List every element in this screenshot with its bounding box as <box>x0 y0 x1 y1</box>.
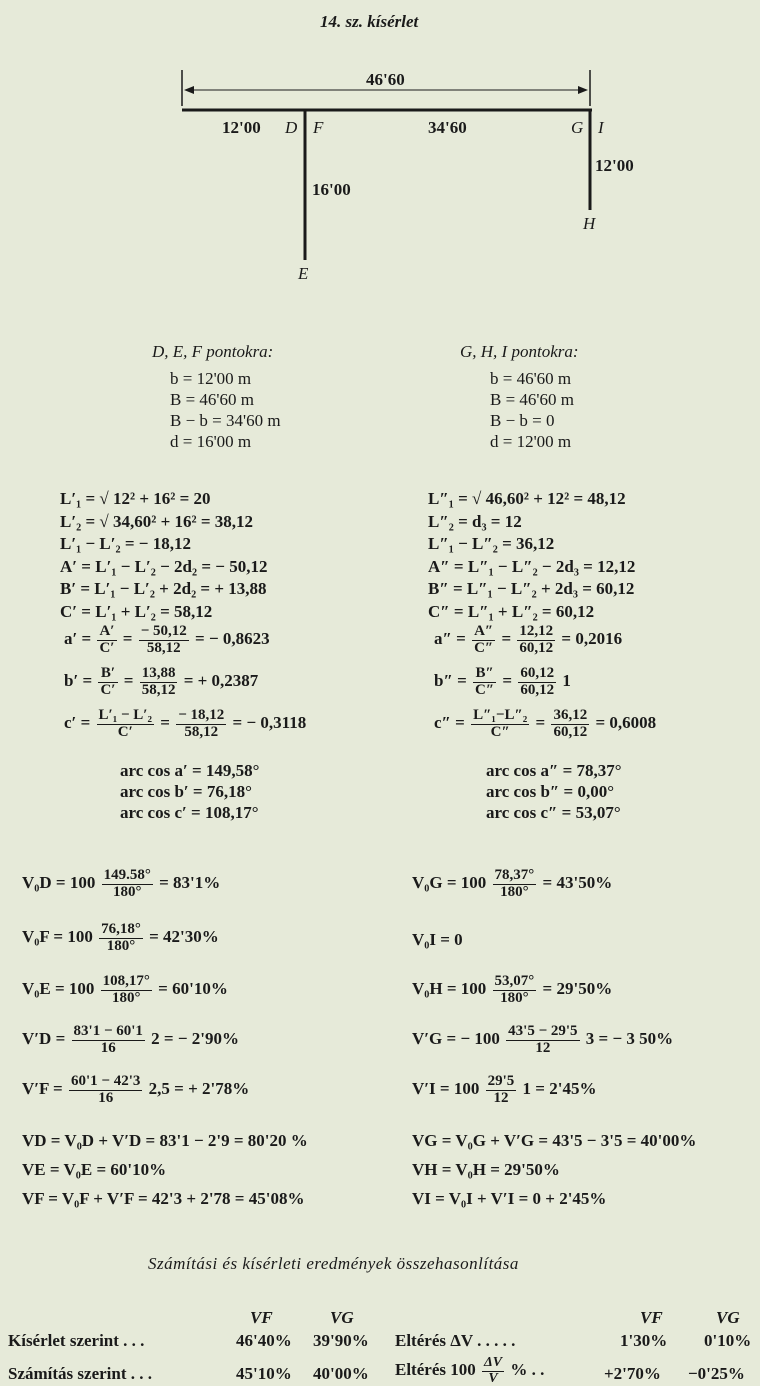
equation: B″ = L″₁ − L″₂ + 2d₃ = 60,12 <box>428 579 635 598</box>
right-c-row: c″ = $\frac{\text{L″₁−L″₂}}{C''}$ = $\frac{36,12}{60,12}$ = 0,6008 <box>434 707 657 740</box>
left-heading: D, E, F pontokra: <box>152 342 274 361</box>
col-dVG: VG <box>716 1308 740 1327</box>
equation: C″ = L″₁ + L″₂ = 60,12 <box>428 601 595 621</box>
param: b = 12'00 m <box>170 369 252 388</box>
V0F-row: V₀F = 100 $\frac{76,18^\circ}{180^\circ}$ = 42'30% <box>22 921 219 954</box>
VpG-row: V′G = − 100 $\frac{43'5 - 29'5}{12}$ 3 = − 3 50% <box>412 1023 674 1056</box>
VpF-row: V′F = $\frac{60'1 - 42'3}{16}$ 2,5 = + 2'78% <box>22 1073 250 1106</box>
right-final: VG = V₀G + V′G = 43'5 − 3'5 = 40'00% VH = V₀H = 29'50% VI = V₀I + V′I = 0 + 2'45% <box>412 1131 697 1208</box>
page-title: 14. sz. kísérlet <box>320 12 419 31</box>
V0G-row: V₀G = 100 $\frac{78,37^\circ}{180^\circ}$ = 43'50% <box>412 867 613 900</box>
left-c-row: c′ = $\frac{\text{L′₁ − L′₂}}{C'}$ = $\frac{- 18,12}{58,12}$ = − 0,3118 <box>64 707 307 740</box>
row1-diff-label: Eltérés ΔV . . . . . <box>395 1331 516 1350</box>
row1-label: Kísérlet szerint . . . <box>8 1331 145 1350</box>
equation: A″ = L″₁ − L″₂ − 2d₃ = 12,12 <box>428 556 636 576</box>
right-L-equations <box>428 488 635 623</box>
col-dVF: VF <box>640 1308 663 1327</box>
equation: L′₁ = √ 12² + 16² = 20 <box>60 489 211 508</box>
param: d = 16'00 m <box>170 432 252 451</box>
equation: L″₁ = √ 46,60² + 12² = 48,12 <box>428 489 626 508</box>
V0H-row: V₀H = 100 $\frac{53,07^\circ}{180^\circ}$ = 29'50% <box>412 973 613 1006</box>
equation: L′₂ = √ 34,60² + 16² = 38,12 <box>60 511 254 531</box>
dim-total: 46'60 <box>366 70 405 89</box>
equation: L″₂ = d₃ = 12 <box>428 511 522 531</box>
row2-label: Számítás szerint . . . <box>8 1364 153 1383</box>
row2-diff: Eltérés 100 $\frac{\Delta V}{V}$ % . . <box>395 1355 545 1386</box>
param: b = 46'60 m <box>490 369 572 388</box>
left-b-row: b′ = $\frac{B'}{C'}$ = $\frac{13,88}{58,12}$ = + 0,2387 <box>64 665 259 698</box>
beam-diagram <box>0 0 760 300</box>
param: B = 46'60 m <box>490 390 574 409</box>
param: B = 46'60 m <box>170 390 254 409</box>
left-L-equations <box>60 488 267 623</box>
label-E: E <box>298 264 309 283</box>
label-G: G <box>571 118 584 137</box>
left-arccos: arc cos a′ = 149,58° arc cos b′ = 76,18° arc cos c′ = 108,17° <box>120 761 260 822</box>
col-VF: VF <box>250 1308 273 1327</box>
row1-dvg: 0'10% <box>704 1331 752 1350</box>
right-a-row: a″ = $\frac{A''}{C''}$ = $\frac{12,12}{60,12}$ = 0,2016 <box>434 623 623 656</box>
row1-dvf: 1'30% <box>620 1331 668 1350</box>
label-F: F <box>313 118 324 137</box>
label-H: H <box>583 214 596 233</box>
equation: L′₁ − L′₂ = − 18,12 <box>60 534 191 553</box>
right-b-row: b″ = $\frac{B''}{C''}$ = $\frac{60,12}{60,12}$ 1 <box>434 665 571 698</box>
VpI-row: V′I = 100 $\frac{29'5}{12}$ 1 = 2'45% <box>412 1073 597 1106</box>
dim-mid: 34'60 <box>428 118 467 137</box>
label-D: D <box>285 118 298 137</box>
left-params <box>170 368 281 452</box>
left-final: VD = V₀D + V′D = 83'1 − 2'9 = 80'20 % VE = V₀E = 60'10% VF = V₀F + V′F = 42'3 + 2'78 = 45'08% <box>22 1131 308 1208</box>
row2-dvf: +2'70% <box>604 1364 661 1383</box>
param: B − b = 0 <box>490 411 555 430</box>
row2-vg: 40'00% <box>313 1364 369 1383</box>
section-title: Számítási és kísérleti eredmények összehasonlítása <box>148 1254 519 1273</box>
V0E-row: V₀E = 100 $\frac{108,17^\circ}{180^\circ}$ = 60'10% <box>22 973 228 1006</box>
row2-dvg: −0'25% <box>688 1364 745 1383</box>
right-params <box>490 368 574 452</box>
equation: L″₁ − L″₂ = 36,12 <box>428 534 555 553</box>
V0I-row: V₀I = 0 <box>412 930 463 949</box>
dim-right: 12'00 <box>595 156 634 175</box>
right-arccos: arc cos a″ = 78,37° arc cos b″ = 0,00° arc cos c″ = 53,07° <box>486 761 622 822</box>
dim-down: 16'00 <box>312 180 351 199</box>
dim-left: 12'00 <box>222 118 261 137</box>
equation: A′ = L′₁ − L′₂ − 2d₂ = − 50,12 <box>60 556 268 576</box>
row1-vf: 46'40% <box>236 1331 292 1350</box>
left-a-row: a′ = $\frac{A'}{C'}$ = $\frac{- 50,12}{58,12}$ = − 0,8623 <box>64 623 270 656</box>
right-heading: G, H, I pontokra: <box>460 342 579 361</box>
row1-vg: 39'90% <box>313 1331 369 1350</box>
V0D-row: V₀D = 100 $\frac{149.58^\circ}{180^\circ}$ = 83'1% <box>22 867 221 900</box>
param: B − b = 34'60 m <box>170 411 281 430</box>
equation: C′ = L′₁ + L′₂ = 58,12 <box>60 601 213 621</box>
col-VG: VG <box>330 1308 354 1327</box>
row2-vf: 45'10% <box>236 1364 292 1383</box>
label-I: I <box>598 118 604 137</box>
VpD-row: V′D = $\frac{83'1 - 60'1}{16}$ 2 = − 2'90% <box>22 1023 240 1056</box>
equation: B′ = L′₁ − L′₂ + 2d₂ = + 13,88 <box>60 579 267 598</box>
param: d = 12'00 m <box>490 432 572 451</box>
